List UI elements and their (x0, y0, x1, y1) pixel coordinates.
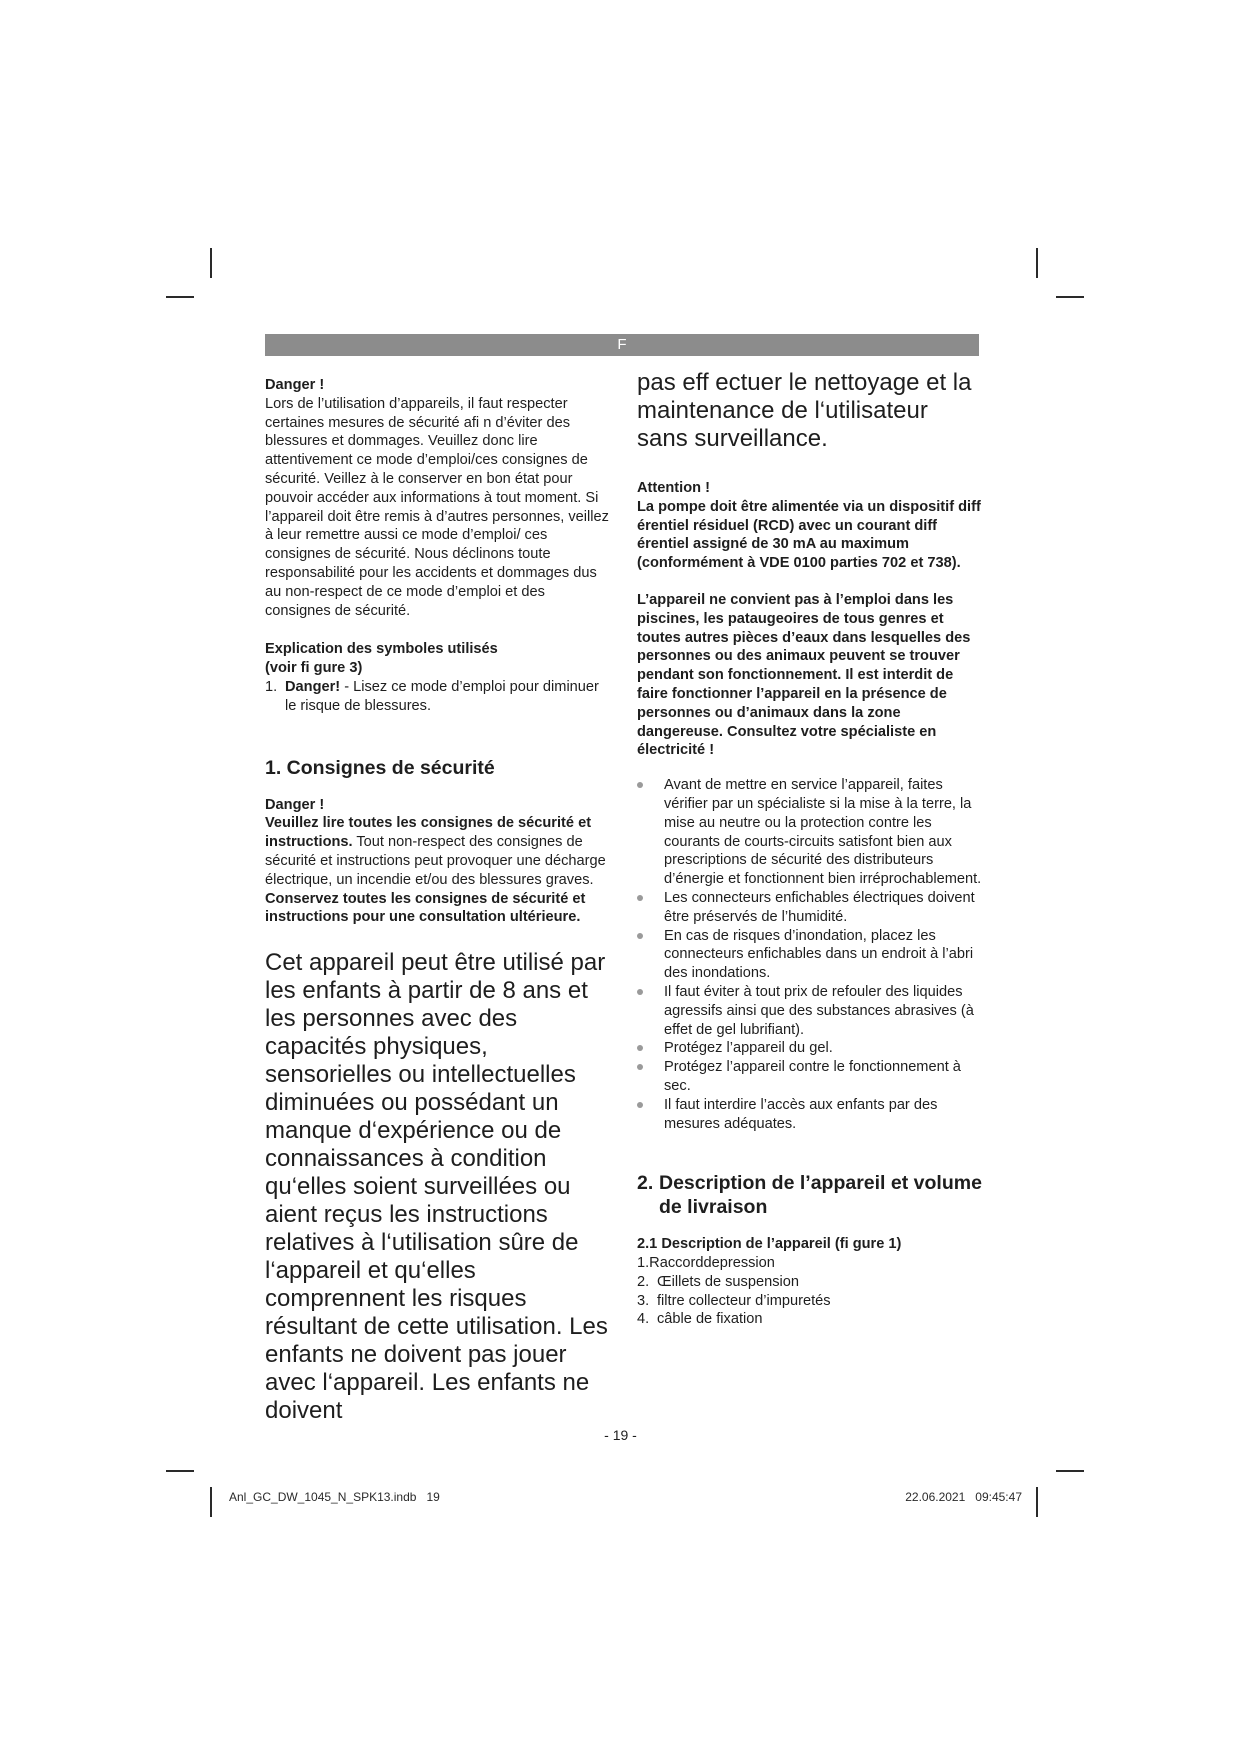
crop-mark-bottom-right-horizontal (1056, 1470, 1084, 1472)
list-item: Les connecteurs enfichables électriques doivent être préservés de l’humidité. (637, 889, 982, 927)
crop-mark-top-left-horizontal (166, 296, 194, 298)
footer-file-name: Anl_GC_DW_1045_N_SPK13.indb 19 (229, 1490, 440, 1504)
safety-bullet-list (637, 776, 982, 1133)
danger2-title: Danger ! (265, 796, 325, 813)
pool-warning-text: L’appareil ne convient pas à l’emploi dans les piscines, les pataugeoires de tous genres et toutes autres pièces d’eaux dans lesquelles des personnes ou des animaux peuvent se trouver pendant son fonctionnement. Il est interdit de faire fonctionner l’appareil en la présence de personnes ou d’animaux dans la zone dangereuse. Consultez votre spécialiste en électricité ! (637, 591, 971, 759)
crop-mark-bottom-right-vertical (1036, 1487, 1038, 1517)
conserve-instructions-text: Conservez toutes les consignes de sécurité et instructions pour une consultation ultérieure. (265, 890, 586, 926)
list-item: 4. câble de fixation (637, 1311, 763, 1328)
parts-list (637, 1273, 982, 1329)
danger2-text: Tout non-respect des consignes de sécurité et instructions peut provoquer une décharge électrique, un incendie et/ou des blessures graves. (265, 834, 606, 888)
section1-title: 1. Consignes de sécurité (265, 756, 495, 779)
list-item: Il faut éviter à tout prix de refouler des liquides agressifs ainsi que des substances abrasives (à effet de gel lubrifiant). (637, 983, 982, 1039)
bullet-icon (637, 933, 643, 939)
symbol-item-number: 1. (265, 678, 278, 695)
left-column (265, 376, 610, 1425)
list-item: 2. Œillets de suspension (637, 1273, 799, 1290)
continued-children-text: pas eff ectuer le nettoyage et la maintenance de l‘utilisateur sans surveillance. (637, 369, 972, 452)
section2-number: 2. (637, 1172, 654, 1195)
crop-mark-bottom-left-vertical (210, 1487, 212, 1517)
children-safety-text: Cet appareil peut être utilisé par les enfants à partir de 8 ans et les personnes avec des capacités physiques, sensorielles ou intellectuelles diminuées ou possédant un manque d‘expérience ou de connaissances à condition qu‘elles soient surveillées ou aient reçus les instructions relatives à l‘utilisation sûre de l‘appareil et qu‘elles comprennent les risques résultant de cette utilisation. Les enfants ne doivent pas jouer avec l‘appareil. Les enfants ne doivent (265, 949, 608, 1425)
list-item: Il faut interdire l’accès aux enfants par des mesures adéquates. (637, 1096, 982, 1134)
list-item: En cas de risques d’inondation, placez les connecteurs enfichables dans un endroit à l’abri des inondations. (637, 927, 982, 983)
footer-timestamp: 22.06.2021 09:45:47 (905, 1490, 1022, 1504)
danger-intro-text: Lors de l’utilisation d’appareils, il faut respecter certaines mesures de sécurité afi n d’éviter des blessures et dommages. Veuillez donc lire attentivement ce mode d’emploi/ces consignes de sécurité. Veillez à le conserver en bon état pour pouvoir accéder aux informations à tout moment. Si l’appareil doit être remis à d’autres personnes, veillez à leur remettre aussi ce mode d’emploi/ ces consignes de sécurité. Nous déclinons toute responsabilité pour les accidents et dommages dus au non-respect de ce mode d’emploi et des consignes de sécurité. (265, 395, 609, 619)
symbol-item-label: Danger! (285, 678, 341, 695)
section2-title-text: Description de l’appareil et volume de livraison (659, 1172, 982, 1219)
language-header-bar (265, 334, 979, 356)
danger2-bold-text: Veuillez lire toutes les consignes de sécurité et instructions. (265, 815, 592, 851)
crop-mark-top-right-vertical (1036, 248, 1038, 278)
symbols-title-line1: Explication des symboles utilisés (265, 641, 498, 658)
list-item: Protégez l’appareil contre le fonctionnement à sec. (637, 1058, 982, 1096)
crop-mark-top-right-horizontal (1056, 296, 1084, 298)
symbol-item-text: - Lisez ce mode d’emploi pour diminuer le risque de blessures. (285, 678, 599, 714)
bullet-icon (637, 895, 643, 901)
bullet-icon (637, 1064, 643, 1070)
list-item: Avant de mettre en service l’appareil, faites vérifier par un spécialiste si la mise à la terre, la mise au neutre ou la protection contre les courants de courts-circuits satisfont bien aux prescriptions de sécurité des distributeurs d’énergie et fonctionnent bien irréprochablement. (637, 776, 982, 889)
symbols-title-line2: (voir fi gure 3) (265, 660, 363, 677)
list-item: Protégez l’appareil du gel. (637, 1039, 982, 1058)
bullet-icon (637, 1102, 643, 1108)
bullet-icon (637, 1045, 643, 1051)
list-item: 3. filtre collecteur d’impuretés (637, 1292, 831, 1309)
section2-title (637, 1171, 982, 1219)
danger2-paragraph (265, 814, 610, 889)
bullet-icon (637, 989, 643, 995)
danger-title: Danger ! (265, 377, 325, 393)
attention-title: Attention ! (637, 480, 710, 496)
page-number: - 19 - (604, 1427, 637, 1443)
crop-mark-top-left-vertical (210, 248, 212, 278)
bullet-icon (637, 782, 643, 788)
attention-rcd-text: La pompe doit être alimentée via un dispositif diff érentiel résiduel (RCD) avec un courant diff érentiel assigné de 30 mA au maximum (conformément à VDE 0100 parties 702 et 738). (637, 498, 981, 572)
right-column (637, 369, 982, 1329)
crop-mark-bottom-left-horizontal (166, 1470, 194, 1472)
subsection-title: 2.1 Description de l’appareil (fi gure 1) (637, 1236, 902, 1253)
symbol-item (265, 678, 610, 716)
symbols-list (265, 678, 610, 716)
parts-list-first-item: 1.Raccorddepression (637, 1255, 775, 1272)
language-code: F (617, 336, 627, 353)
